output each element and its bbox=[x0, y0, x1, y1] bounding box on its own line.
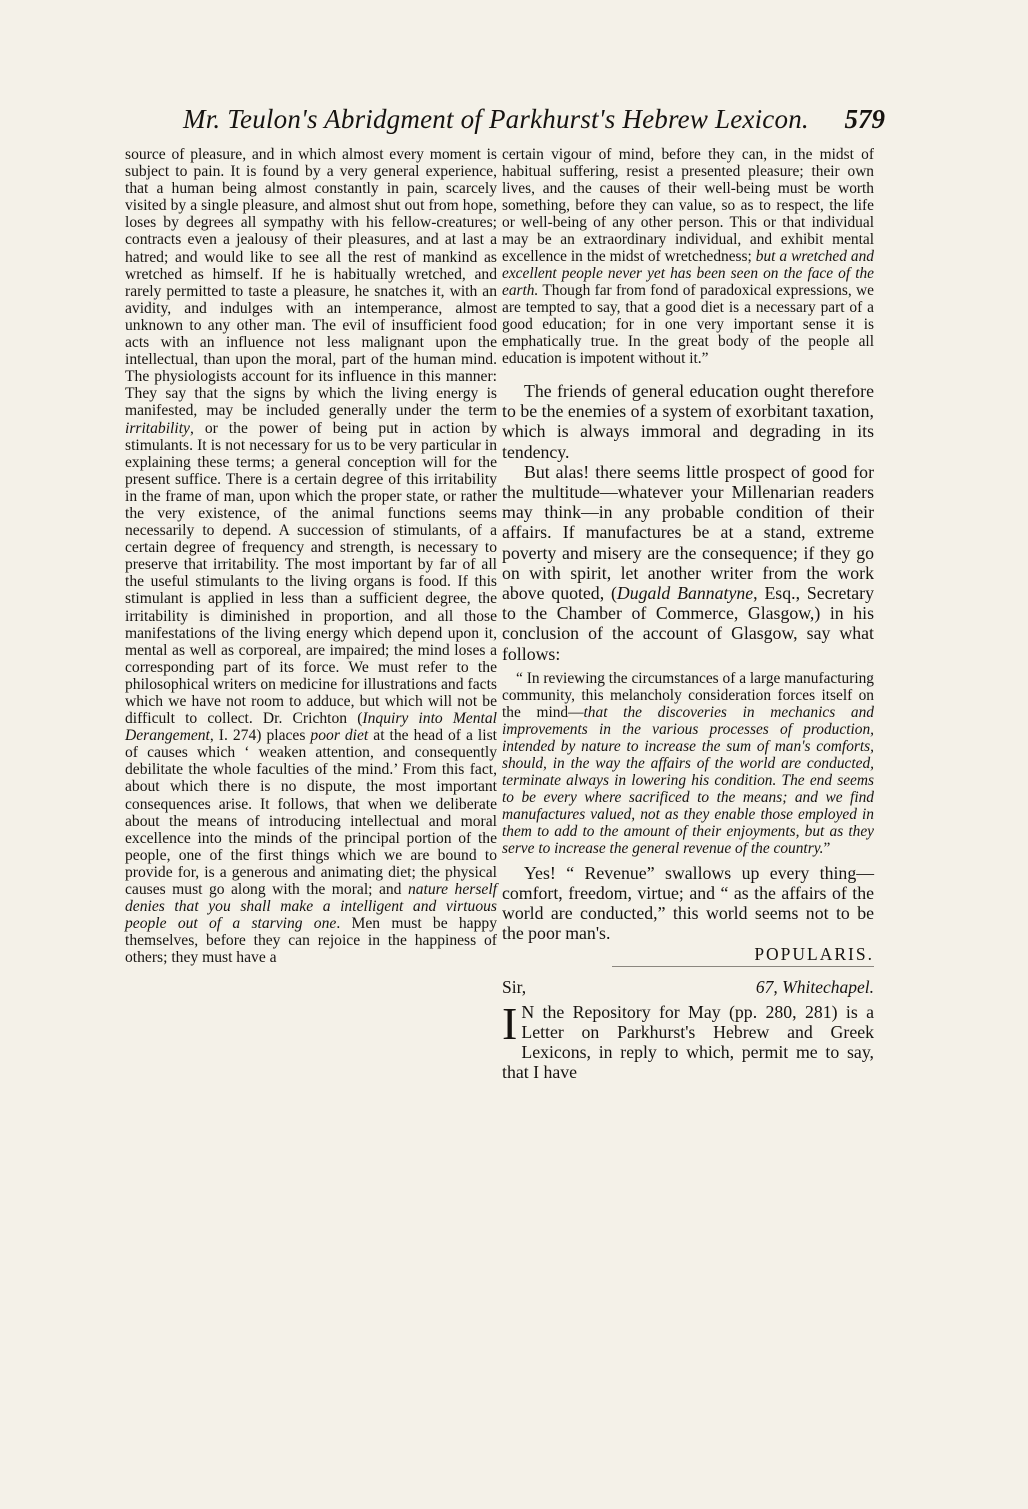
drop-cap: I bbox=[502, 997, 518, 1049]
paragraph-alas: But alas! there seems little prospect of good for the multitude—whatever your Millenarian readers may think—in any probable condition of their affairs. If manufactures be at a stand, extreme poverty and misery are the consequence; if they go on with spirit, let another writer from the work above quoted, (Dugald Bannatyne, Esq., Secretary to the Chamber of Commerce, Glasgow,) in his conclusion of the account of Glasgow, say what follows: bbox=[502, 461, 874, 664]
right-column bbox=[502, 146, 874, 1083]
page-number: 579 bbox=[844, 104, 885, 134]
quotation-continued: certain vigour of mind, before they can, in the midst of habitual suffering, resist a presented pleasure; their own lives, and the causes of their well-being must be worth something, before they can value, so as to respect, the life or well-being of any other person. This or that individual may be an extraordinary individual, and exhibit mental excellence in the midst of wretchedness; but a wretched and excellent people never yet has been seen on the face of the earth. Though far from fond of paradoxical expressions, we are tempted to say, that a good diet is a necessary part of a good education; for in one very important sense it is emphatically true. In the great body of the people all education is impotent without it.” bbox=[502, 146, 875, 367]
signature: POPULARIS. bbox=[754, 943, 874, 964]
paragraph-education: The friends of general education ought therefore to be the enemies of a system of exorbitant taxation, which is always immoral and degrading in its tendency. bbox=[502, 381, 874, 462]
left-column bbox=[125, 146, 497, 967]
running-head: Mr. Teulon's Abridgment of Parkhurst's Hebrew Lexicon. bbox=[183, 104, 809, 134]
quotation-bannatyne: “ In reviewing the circumstances of a large manufacturing community, this melancholy consideration forces itself on the mind—that the discoveries in mechanics and improvements in the various processes of production, intended by nature to increase the sum of man's comforts, should, in the way the affairs of the world are conducted, terminate always in lowering his condition. The end seems to be every where sacrificed to the means; and we find manufactures valued, not as they enable those employed in them to add to the amount of their enjoyments, but as they serve to increase the general revenue of the country.” bbox=[502, 669, 874, 857]
page-header bbox=[125, 104, 885, 140]
divider bbox=[612, 966, 874, 967]
citation: Inquiry into Mental Derangement bbox=[125, 710, 497, 745]
left-paragraph: source of pleasure, and in which almost every moment is subject to pain. It is found by a very general experience, that a human being almost constantly in pain, scarcely visited by a single pleasure, and almost shut out from hope, loses by degrees all sympathy with his fellow-creatures; contracts even a jealousy of their pleasures, and at last a hatred; and would like to see all the rest of mankind as wretched as himself. If he is habitually wretched, and rarely permitted to taste a pleasure, he snatches it, with an avidity, and indulges with an intemperance, almost unknown to any other man. The evil of insufficient food acts with an influence not less malignant upon the intellectual, than upon the moral, part of the human mind. The physiologists account for its influence in this manner: They say that the signs by which the living energy is manifested, may be included generally under the term irritability, or the power of being put in action by stimulants. It is not necessary for us to be very particular in explaining these terms; a general conception will for the present suffice. There is a certain degree of this irritability in the frame of man, upon which the proper state, or rather the very existence, of the animal functions seems necessarily to depend. A succession of stimulants, of a certain degree of frequency and strength, is necessary to preserve that irritability. The most important by far of all the useful stimulants to the living organs is food. If this stimulant is applied in less than a sufficient degree, the irritability is diminished in proportion, and all those manifestations of the living energy which depend upon it, mental as well as corporeal, are impaired; the mind loses a corresponding part of its force. We must refer to the philosophical writers on medicine for illustrations and facts which we have not room to adduce, but which will not be difficult to collect. Dr. Crichton (Inquiry into Mental Derangement, I. 274) places poor diet at the head of a list of causes which ‘ weaken attention, and consequently debilitate the whole faculties of the mind.’ From this fact, about which there is no dispute, the most important consequences arise. It follows, that when we deliberate about the means of introducing intellectual and moral excellence into the minds of the principal portion of the people, one of the first things which we are bound to provide for, is a generous and animating diet; the physical causes must go along with the moral; and nature herself denies that you shall make a intelligent and virtuous people out of a starving one. Men must be happy themselves, before they can rejoice in the happiness of others; they must have a bbox=[125, 146, 497, 967]
salutation: Sir, bbox=[502, 976, 527, 997]
letter-opening: I N the Repository for May (pp. 280, 281) is a Letter on Parkhurst's Hebrew and Greek Lexicons, in reply to which, permit me to say, that I have bbox=[502, 997, 874, 1083]
letter-heading bbox=[502, 976, 874, 997]
paragraph-revenue: Yes! “ Revenue” swallows up every thing—comfort, freedom, virtue; and “ as the affairs of the world are conducted,” this world seems not to be the poor man's. bbox=[502, 862, 874, 944]
address: 67, Whitechapel. bbox=[755, 976, 874, 997]
